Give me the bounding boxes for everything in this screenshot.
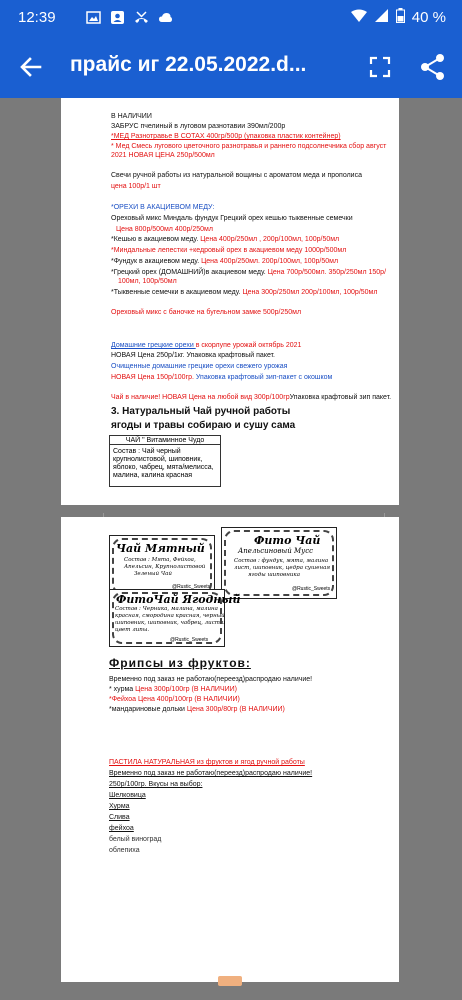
tea-box-line: Состав : Чай черный — [113, 448, 181, 455]
text-line: *Грецкий орех (ДОМАШНИЙ)в акациевом меду. Цена 700р/500мл. 350р/250мл 150р/ — [111, 269, 387, 276]
label-text: красная, смородина красная, черный — [115, 613, 225, 619]
flavor-item: Шелковица — [109, 792, 146, 799]
text-line: цена 100р/1 шт — [111, 183, 161, 190]
status-time: 12:39 — [18, 9, 56, 26]
text-line: *МЕД Разнотравье В СОТАХ 400гр/500р (упаковка пластик контейнер) — [111, 133, 341, 140]
document-page-2 — [61, 517, 399, 982]
label-title: Чай Мятный — [116, 542, 205, 555]
label-text: лист, шиповник, цедра сушеная — [234, 565, 330, 571]
flavor-item: облепиха — [109, 847, 140, 854]
label-text: Состав : Мята, Фейхоа, — [124, 557, 196, 563]
text-line: *ОРЕХИ В АКАЦИЕВОМ МЕДУ: — [111, 204, 215, 211]
image-icon — [86, 10, 101, 25]
label-title: Фито Чай — [254, 534, 321, 547]
tea-label-mint — [109, 535, 215, 597]
label-text: Апельсин, Крупнолистовой — [124, 564, 206, 570]
text-line: Свечи ручной работы из натуральной вощины с ароматом меда и прополиса — [111, 172, 362, 179]
tea-box — [109, 435, 221, 487]
share-icon[interactable] — [420, 53, 446, 81]
status-bar — [0, 0, 462, 36]
tea-box-line: крупнолистовой, шиповник, — [113, 456, 203, 463]
fullscreen-icon[interactable] — [368, 55, 392, 79]
page-indicator — [218, 976, 242, 986]
label-text: ягоды шиповника — [248, 572, 300, 578]
text-line: ЗАБРУС пчелиный в луговом разнотавии 390мл/200р — [111, 123, 286, 130]
text-line: Чай в наличие! НОВАЯ Цена на любой вид 300р/100грУпаковка крафтовый зип пакет. — [111, 394, 392, 401]
text-line: *Фейхоа Цена 400р/100гр (В НАЛИЧИИ) — [109, 696, 240, 703]
app-bar — [0, 36, 462, 98]
section-heading: ягоды и травы собираю и сушу сама — [111, 420, 296, 431]
contact-icon — [110, 10, 125, 25]
label-title: ФитоЧай Ягодный — [116, 593, 241, 606]
document-title: прайс иг 22.05.2022.d... — [70, 53, 307, 76]
text-line: * хурма Цена 300р/100гр (В НАЛИЧИИ) — [109, 686, 238, 693]
label-signature: @Rustic_Sweets — [170, 637, 209, 643]
text-line: *Тыквенные семечки в акациевом меду. Цена 300р/250мл 200р/100мл, 100р/50мл — [111, 289, 378, 296]
label-text: Зеленый Чай — [134, 571, 172, 577]
label-signature: @Rustic_Sweets — [172, 584, 211, 590]
battery-icon — [396, 8, 405, 27]
text-line: ПАСТИЛА НАТУРАЛЬНАЯ из фруктов и ягод ручной работы — [109, 759, 305, 766]
label-text: Состав : фундук, мята, малина — [234, 558, 329, 564]
text-line: НОВАЯ Цена 250р/1кг. Упаковка крафтовый пакет. — [111, 352, 276, 359]
label-text: цвет липы. — [115, 627, 150, 633]
text-line: 250р/100гр. Вкусы на выбор: — [109, 781, 203, 788]
text-line: Временно под заказ не работаю(переезд)распродаю наличие! — [109, 770, 313, 777]
tea-label-berry — [109, 589, 241, 647]
tea-box-line: малина, калина красная — [113, 472, 193, 479]
flavor-item: белый виноград — [109, 836, 162, 843]
text-line: Цена 800р/500мл 400р/250мл — [116, 226, 213, 233]
text-line: *мандариновые дольки Цена 300р/80гр (В НАЛИЧИИ) — [109, 706, 285, 713]
section-heading: Фрипсы из фруктов: — [109, 656, 251, 670]
text-line: Очищенные домашние грецкие орехи свежего урожая — [111, 363, 288, 370]
tea-label-orange — [221, 527, 337, 599]
label-signature: @Rustic_Sweets — [292, 586, 331, 592]
text-line: Домашние грецкие орехи в скорлупе урожай октябрь 2021 — [111, 342, 302, 349]
tea-box-header: ЧАЙ " Витаминное Чудо — [110, 436, 220, 445]
missed-call-icon — [134, 10, 149, 25]
signal-icon — [374, 8, 389, 27]
cloud-icon — [158, 10, 173, 25]
label-text: Состав : Черника, малина, малина — [115, 606, 218, 612]
text-line: * Мед Смесь лугового цветочного разнотравья и раннего подсолнечника сбор август — [111, 143, 387, 150]
flavor-item: Хурма — [109, 803, 130, 810]
tea-box-line: яблоко, чабрец, мята/мелисса, — [113, 464, 214, 471]
text-line: 100мл, 100р/50мл — [118, 278, 177, 285]
text-line: *Миндальные лепестки +кедровый орех в акациевом меду 1000р/500мл — [111, 247, 347, 254]
text-line: *Фундук в акациевом меду. Цена 400р/250мл. 200р/100мл, 100р/50мл — [111, 258, 339, 265]
label-text: шиповник, шиповник, чабрец, лист и — [115, 620, 226, 626]
flavor-item: фейхоа — [109, 825, 134, 832]
section-heading: 3. Натуральный Чай ручной работы — [111, 406, 291, 417]
wifi-icon — [351, 9, 367, 27]
text-line: *Кешью в акациевом меду. Цена 400р/250мл , 200р/100мл, 100р/50мл — [111, 236, 340, 243]
battery-level: 40 % — [411, 9, 446, 26]
text-line: НОВАЯ Цена 150р/100гр. Упаковка крафтовый зип-пакет с окошком — [111, 374, 333, 381]
text-line: Ореховый микс Миндаль фундук Грецкий орех кешью тыквенные семечки — [111, 215, 353, 222]
flavor-item: Слива — [109, 814, 130, 821]
text-line: 2021 НОВАЯ ЦЕНА 250р/500мл — [111, 152, 215, 159]
text-line: Ореховый микс с баночке на бугельном замке 500р/250мл — [111, 309, 302, 316]
text-line: В НАЛИЧИИ — [111, 113, 152, 120]
text-line: Временно под заказ не работаю(переезд)распродаю наличие! — [109, 676, 313, 683]
arrow-left-icon[interactable] — [18, 54, 44, 80]
document-page-1 — [61, 98, 399, 505]
label-subtitle: Апельсиновый Мусс — [238, 547, 314, 555]
